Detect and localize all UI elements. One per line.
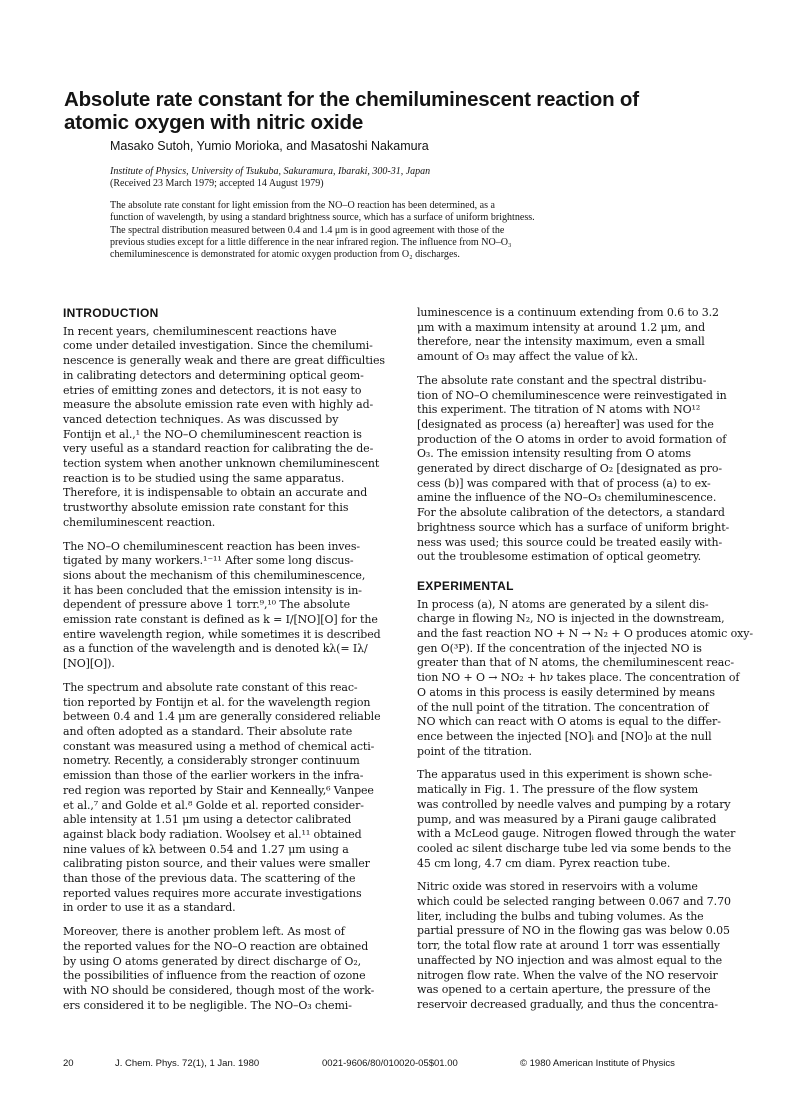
article-code: 0021-9606/80/010020-05$01.00 bbox=[322, 1058, 458, 1069]
text-line: production of the O atoms in order to avoid formation of bbox=[417, 432, 727, 446]
affiliation: Institute of Physics, University of Tsukuba, Sakuramura, Ibaraki, 300-31, Japan bbox=[110, 166, 431, 177]
text-line: Fontijn et al.,¹ the NO–O chemiluminescent reaction is bbox=[63, 427, 362, 441]
text-line: greater than that of N atoms, the chemiluminescent reac- bbox=[417, 656, 734, 670]
text-line: nescence is generally weak and there are great difficulties bbox=[63, 354, 385, 368]
text-line: as a function of the wavelength and is denoted kλ(= Iλ/ bbox=[63, 642, 368, 656]
text-line: Moreover, there is another problem left. As most of bbox=[63, 925, 345, 939]
text-line: ers considered it to be negligible. The NO–O₃ chemi- bbox=[63, 998, 352, 1012]
text-line: O atoms in this process is easily determined by means bbox=[417, 685, 715, 699]
page-number: 20 bbox=[63, 1058, 74, 1069]
text-line: tigated by many workers.¹⁻¹¹ After some long discus- bbox=[63, 554, 354, 568]
text-line: in calibrating detectors and determining optical geom- bbox=[63, 368, 364, 382]
paragraph bbox=[417, 768, 755, 871]
paragraph bbox=[417, 880, 755, 1012]
text-line: between 0.4 and 1.4 μm are generally considered reliable bbox=[63, 710, 381, 724]
text-line: tion NO + O → NO₂ + hν takes place. The concentration of bbox=[417, 671, 740, 685]
abstract-line: function of wavelength, by using a standard brightness source, which has a surface of uniform brightness. bbox=[110, 212, 535, 224]
text-line: this experiment. The titration of N atoms with NO¹² bbox=[417, 403, 701, 417]
left-column bbox=[63, 306, 401, 1022]
abstract bbox=[110, 200, 753, 261]
text-line: NO which can react with O atoms is equal to the differ- bbox=[417, 715, 721, 729]
text-line: vanced detection techniques. As was discussed by bbox=[63, 412, 339, 426]
section-heading-experimental: EXPERIMENTAL bbox=[417, 578, 514, 593]
title-line: atomic oxygen with nitric oxide bbox=[64, 111, 364, 134]
abstract-line: The absolute rate constant for light emission from the NO–O reaction has been determined, as a bbox=[110, 200, 496, 211]
text-line: In recent years, chemiluminescent reactions have bbox=[63, 324, 337, 338]
paragraph bbox=[63, 925, 401, 1013]
authors: Masako Sutoh, Yumio Morioka, and Masatoshi Nakamura bbox=[110, 139, 429, 153]
text-line: able intensity at 1.51 μm using a detector calibrated bbox=[63, 813, 352, 827]
text-line: constant was measured using a method of chemical acti- bbox=[63, 739, 375, 753]
text-line: liter, including the bulbs and tubing volumes. As the bbox=[417, 909, 704, 923]
paragraph bbox=[63, 540, 401, 672]
text-line: emission than those of the earlier workers in the infra- bbox=[63, 769, 364, 783]
article-title bbox=[64, 88, 764, 134]
text-line: reservoir decreased gradually, and thus the concentra- bbox=[417, 997, 718, 1011]
text-line: the possibilities of influence from the reaction of ozone bbox=[63, 969, 366, 983]
text-line: tion of NO–O chemiluminescence were reinvestigated in bbox=[417, 388, 727, 402]
abstract-line: The spectral distribution measured between 0.4 and 1.4 μm is in good agreement with those of the bbox=[110, 224, 505, 236]
text-line: therefore, near the intensity maximum, even a small bbox=[417, 335, 705, 349]
text-line: of the null point of the titration. The concentration of bbox=[417, 700, 709, 714]
text-line: reaction is to be studied using the same apparatus. bbox=[63, 471, 345, 485]
text-line: the reported values for the NO–O reaction are obtained bbox=[63, 939, 369, 953]
text-line: partial pressure of NO in the flowing gas was below 0.05 bbox=[417, 924, 730, 938]
text-line: sions about the mechanism of this chemiluminescence, bbox=[63, 568, 366, 582]
affiliation-block bbox=[110, 166, 430, 190]
text-line: The absolute rate constant and the spectral distribu- bbox=[417, 373, 707, 387]
text-line: brightness source which has a surface of uniform bright- bbox=[417, 520, 730, 534]
text-line: with a McLeod gauge. Nitrogen flowed through the water bbox=[417, 827, 736, 841]
section-heading-introduction: INTRODUCTION bbox=[63, 306, 159, 320]
text-line: come under detailed investigation. Since the chemilumi- bbox=[63, 339, 373, 353]
text-line: nometry. Recently, a considerably stronger continuum bbox=[63, 754, 360, 768]
paragraph bbox=[63, 325, 401, 531]
text-line: with NO should be considered, though most of the work- bbox=[63, 983, 375, 997]
text-line: cess (b)] was compared with that of process (a) to ex- bbox=[417, 476, 711, 490]
text-line: luminescence is a continuum extending from 0.6 to 3.2 bbox=[417, 306, 719, 319]
text-line: than those of the previous data. The scattering of the bbox=[63, 872, 356, 886]
text-line: which could be selected ranging between 0.067 and 7.70 bbox=[417, 895, 731, 909]
text-line: was opened to a certain aperture, the pressure of the bbox=[417, 983, 711, 997]
text-line: it has been concluded that the emission intensity is in- bbox=[63, 583, 362, 597]
text-line: The apparatus used in this experiment is shown sche- bbox=[417, 768, 713, 782]
text-line: ence between the injected [NO]ᵢ and [NO]₀ at the null bbox=[417, 729, 712, 743]
text-line: Nitric oxide was stored in reservoirs with a volume bbox=[417, 880, 698, 894]
right-column bbox=[417, 306, 755, 1022]
text-line: calibrating piston source, and their values were smaller bbox=[63, 857, 370, 871]
text-line: out the troublesome estimation of optical geometry. bbox=[417, 550, 701, 564]
text-line: chemiluminescent reaction. bbox=[63, 515, 216, 529]
text-line: in order to use it as a standard. bbox=[63, 901, 236, 915]
text-line: In process (a), N atoms are generated by a silent dis- bbox=[417, 597, 709, 611]
text-line: red region was reported by Stair and Kenneally,⁶ Vanpee bbox=[63, 783, 374, 797]
text-line: For the absolute calibration of the detectors, a standard bbox=[417, 506, 725, 520]
text-line: emission rate constant is defined as k = I/[NO][O] for the bbox=[63, 613, 378, 627]
text-line: et al.,⁷ and Golde et al.⁸ Golde et al. reported consider- bbox=[63, 798, 364, 812]
paragraph bbox=[417, 374, 755, 565]
text-line: tion reported by Fontijn et al. for the wavelength region bbox=[63, 695, 371, 709]
text-line: very useful as a standard reaction for calibrating the de- bbox=[63, 442, 374, 456]
text-line: [NO][O]). bbox=[63, 657, 115, 671]
text-line: measure the absolute emission rate even with highly ad- bbox=[63, 398, 374, 412]
text-line: [designated as process (a) hereafter] was used for the bbox=[417, 417, 714, 431]
text-line: was controlled by needle valves and pumping by a rotary bbox=[417, 797, 731, 811]
received-dates: (Received 23 March 1979; accepted 14 August 1979) bbox=[110, 178, 324, 189]
paragraph bbox=[417, 598, 755, 760]
text-line: entire wavelength region, while sometimes it is described bbox=[63, 627, 381, 641]
text-line: amine the influence of the NO–O₃ chemiluminescence. bbox=[417, 491, 717, 505]
text-line: O₃. The emission intensity resulting from O atoms bbox=[417, 447, 691, 461]
text-line: torr, the total flow rate at around 1 torr was essentially bbox=[417, 939, 720, 953]
text-line: gen O(³P). If the concentration of the injected NO is bbox=[417, 641, 702, 655]
paragraph bbox=[63, 681, 401, 916]
text-line: The spectrum and absolute rate constant of this reac- bbox=[63, 680, 358, 694]
text-line: dependent of pressure above 1 torr.⁹,¹⁰ The absolute bbox=[63, 598, 351, 612]
text-line: unaffected by NO injection and was almost equal to the bbox=[417, 953, 723, 967]
paragraph bbox=[417, 306, 755, 365]
text-line: tection system when another unknown chemiluminescent bbox=[63, 457, 380, 471]
text-line: ness was used; this source could be treated easily with- bbox=[417, 535, 723, 549]
text-line: point of the titration. bbox=[417, 744, 532, 758]
text-line: Therefore, it is indispensable to obtain an accurate and bbox=[63, 486, 368, 500]
text-line: 45 cm long, 4.7 cm diam. Pyrex reaction tube. bbox=[417, 856, 671, 870]
text-line: trustworthy absolute emission rate constant for this bbox=[63, 501, 349, 515]
text-line: reported values requires more accurate investigations bbox=[63, 886, 362, 900]
abstract-line: previous studies except for a little difference in the near infrared region. The influence from NO–O₃ bbox=[110, 236, 512, 248]
text-line: by using O atoms generated by direct discharge of O₂, bbox=[63, 954, 362, 968]
text-line: nine values of kλ between 0.54 and 1.27 μm using a bbox=[63, 842, 349, 856]
text-line: against black body radiation. Woolsey et al.¹¹ obtained bbox=[63, 827, 362, 841]
title-line: Absolute rate constant for the chemiluminescent reaction of bbox=[64, 88, 639, 111]
journal-citation: J. Chem. Phys. 72(1), 1 Jan. 1980 bbox=[115, 1058, 260, 1069]
text-line: charge in flowing N₂, NO is injected in the downstream, bbox=[417, 612, 725, 626]
text-line: matically in Fig. 1. The pressure of the flow system bbox=[417, 783, 699, 797]
text-line: and the fast reaction NO + N → N₂ + O produces atomic oxy- bbox=[417, 627, 753, 641]
text-line: amount of O₃ may affect the value of kλ. bbox=[417, 350, 639, 364]
text-line: The NO–O chemiluminescent reaction has been inves- bbox=[63, 539, 360, 553]
text-line: generated by direct discharge of O₂ [designated as pro- bbox=[417, 462, 723, 476]
copyright: © 1980 American Institute of Physics bbox=[520, 1058, 675, 1069]
text-line: cooled ac silent discharge tube led via some bends to the bbox=[417, 841, 731, 855]
text-line: and often adopted as a standard. Their absolute rate bbox=[63, 724, 353, 738]
text-line: nitrogen flow rate. When the valve of the NO reservoir bbox=[417, 968, 718, 982]
text-line: pump, and was measured by a Pirani gauge calibrated bbox=[417, 812, 717, 826]
text-line: μm with a maximum intensity at around 1.2 μm, and bbox=[417, 320, 706, 334]
text-line: etries of emitting zones and detectors, it is not easy to bbox=[63, 383, 362, 397]
abstract-line: chemiluminescence is demonstrated for atomic oxygen production from O₂ discharges. bbox=[110, 249, 460, 261]
